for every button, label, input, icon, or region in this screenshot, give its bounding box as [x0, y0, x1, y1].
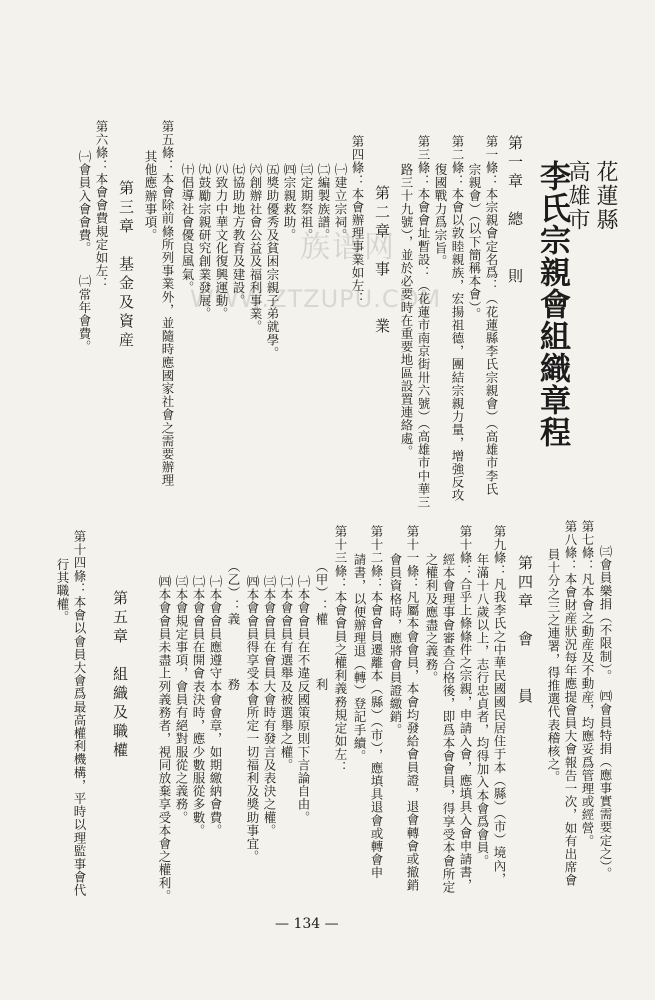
article-line: 第七條：凡本會之動産及不動産，均應妥爲管理或經營。 — [580, 520, 595, 848]
list-item: ㈦協助地方教育及建設。 — [231, 163, 246, 308]
list-item: ㈡編製族譜。 — [316, 163, 331, 242]
article-line: 第十條：合乎上條條件之宗親，申請入會，應填具入會申請書， — [458, 525, 473, 892]
article-line: 第十二條：本會會員遷離本（縣）（市），應填具退會或轉會申 — [369, 525, 384, 880]
article-line: 第八條：本會財産狀況每年應提會員大會報告一次，如有出席會 — [563, 520, 578, 887]
chapter-5-heading: 第五章 組織及職權 — [111, 590, 129, 761]
list-item: ㈡本會會員在開會表決時，應少數服從多數。 — [191, 575, 206, 837]
article-line: 第一條：本宗親會定名爲：（花蓮縣李氏宗親會）（高雄市李氏 — [484, 135, 499, 496]
watermark-text: 族谱网 — [300, 230, 396, 265]
list-item: ㈣本會會員得享受本會所定一切福利及獎助事宜。 — [245, 575, 260, 864]
article-line: 之權利及應盡之義務。 — [424, 553, 439, 684]
article-line: 第十一條：凡屬本會會員，本會均發給會員證，退會轉會或撤銷 — [405, 525, 420, 892]
list-item: ㈢本會會員在會員大會時有發言及表決之權。 — [262, 575, 277, 837]
list-item: ㈩倡導社會優良風氣。 — [180, 163, 195, 294]
list-item: ㈢本會規定事項，會員有絕對服從之義務。 — [174, 575, 189, 824]
list-item: ㈣本會會員未盡上列義務者，視同放棄享受本會之權利。 — [157, 575, 172, 903]
chapter-2-heading: 第二章 事 業 — [373, 185, 391, 337]
list-item: ㈣宗親救助。 — [282, 163, 297, 242]
article-line: 行其職權。 — [55, 558, 70, 624]
article-line: 第十四條：本會以會員大會爲最高權利機構，平時以理監事會代 — [72, 530, 87, 897]
list-item: ㈨鼓勵宗親研究創業發展。 — [197, 163, 212, 321]
article-line: 第五條：本會除前條所列事業外，並隨時應國家社會之需要辦理 — [160, 120, 175, 487]
article-line: 會員資格時，應將會員證繳銷。 — [388, 553, 403, 737]
duties-heading: （乙）：義 務 — [226, 560, 241, 691]
list-item: ㈠本會會員在不違反國策原則下言論自由。 — [296, 575, 311, 824]
list-item: ㈢定期祭祖。 — [299, 163, 314, 242]
article-line: 第十三條：本會會員之權利義務規定如左： — [333, 525, 348, 774]
article-line: 年滿十八歲以上，志行忠貞者，均得加入本會爲會員。 — [475, 553, 490, 868]
article-line: 經本會理事會審查合格後，即爲本會會員，得享受本會所定 — [441, 553, 456, 894]
chapter-4-heading: 第四章 會 員 — [516, 555, 534, 707]
list-item: ㈤獎助優秀及貧困宗親子弟就學。 — [265, 163, 280, 360]
article-line: 宗親會）（以下簡稱本會）。 — [467, 163, 482, 321]
chapter-3-heading: 第三章 基金及資産 — [117, 180, 135, 351]
title-place-hualien: 花蓮縣 — [593, 160, 618, 232]
chapter-1-heading: 第一章 總 則 — [506, 135, 524, 287]
article-line: 其他應辦事項。 — [143, 150, 158, 242]
article-line: 路三十九號），並於必要時在重要地區設置連絡處。 — [399, 163, 414, 459]
list-item: ㈥創辦社會公益及福利事業。 — [248, 163, 263, 334]
watermark-url: WWW.ZTZUPU.COM — [190, 285, 442, 313]
article-line: 第四條：本會辦理事業如左： — [350, 135, 365, 306]
rights-heading: （甲）：權 利 — [314, 560, 329, 691]
article-line: 第九條：凡我李氏之中華民國國民居住于本（縣）（市）境內， — [492, 525, 507, 886]
list-item: ㈠會員入會會費。 ㈡常年會費。 — [77, 150, 92, 354]
page-number: — 134 — — [275, 916, 339, 932]
list-item: ㈧致力中華文化復興運動。 — [214, 163, 229, 321]
article-line: 第二條：本會以敦睦親族，宏揚祖德，團結宗親力量，增強反攻 — [450, 135, 465, 502]
article-line: 第三條：本會會址暫設：（花蓮市南京街卅六號）（高雄市中華三 — [416, 135, 431, 509]
title-place-kaohsiung: 高雄市 — [565, 160, 590, 232]
article-line: 員十分之三之連署，得推選代表稽核之。 — [546, 548, 561, 784]
list-item: ㈠本會會員應遵守本會會章，如期繳納會費。 — [208, 575, 223, 837]
list-item: ㈠建立宗祠。 — [333, 163, 348, 242]
article-line: 請書，以便辦理退（轉）登記手續。 — [352, 553, 367, 763]
article-line: 第六條：本會會費規定如左： — [94, 120, 109, 291]
list-item: ㈢會員樂捐（不限制）。 ㈣會員特捐（應事實需要定之）。 — [598, 545, 613, 880]
document-title: 李氏宗親會組織章程 — [534, 160, 570, 448]
article-line: 復國戰力爲宗旨。 — [433, 163, 448, 268]
list-item: ㈡本會會員有選舉及被選舉之權。 — [279, 575, 294, 772]
